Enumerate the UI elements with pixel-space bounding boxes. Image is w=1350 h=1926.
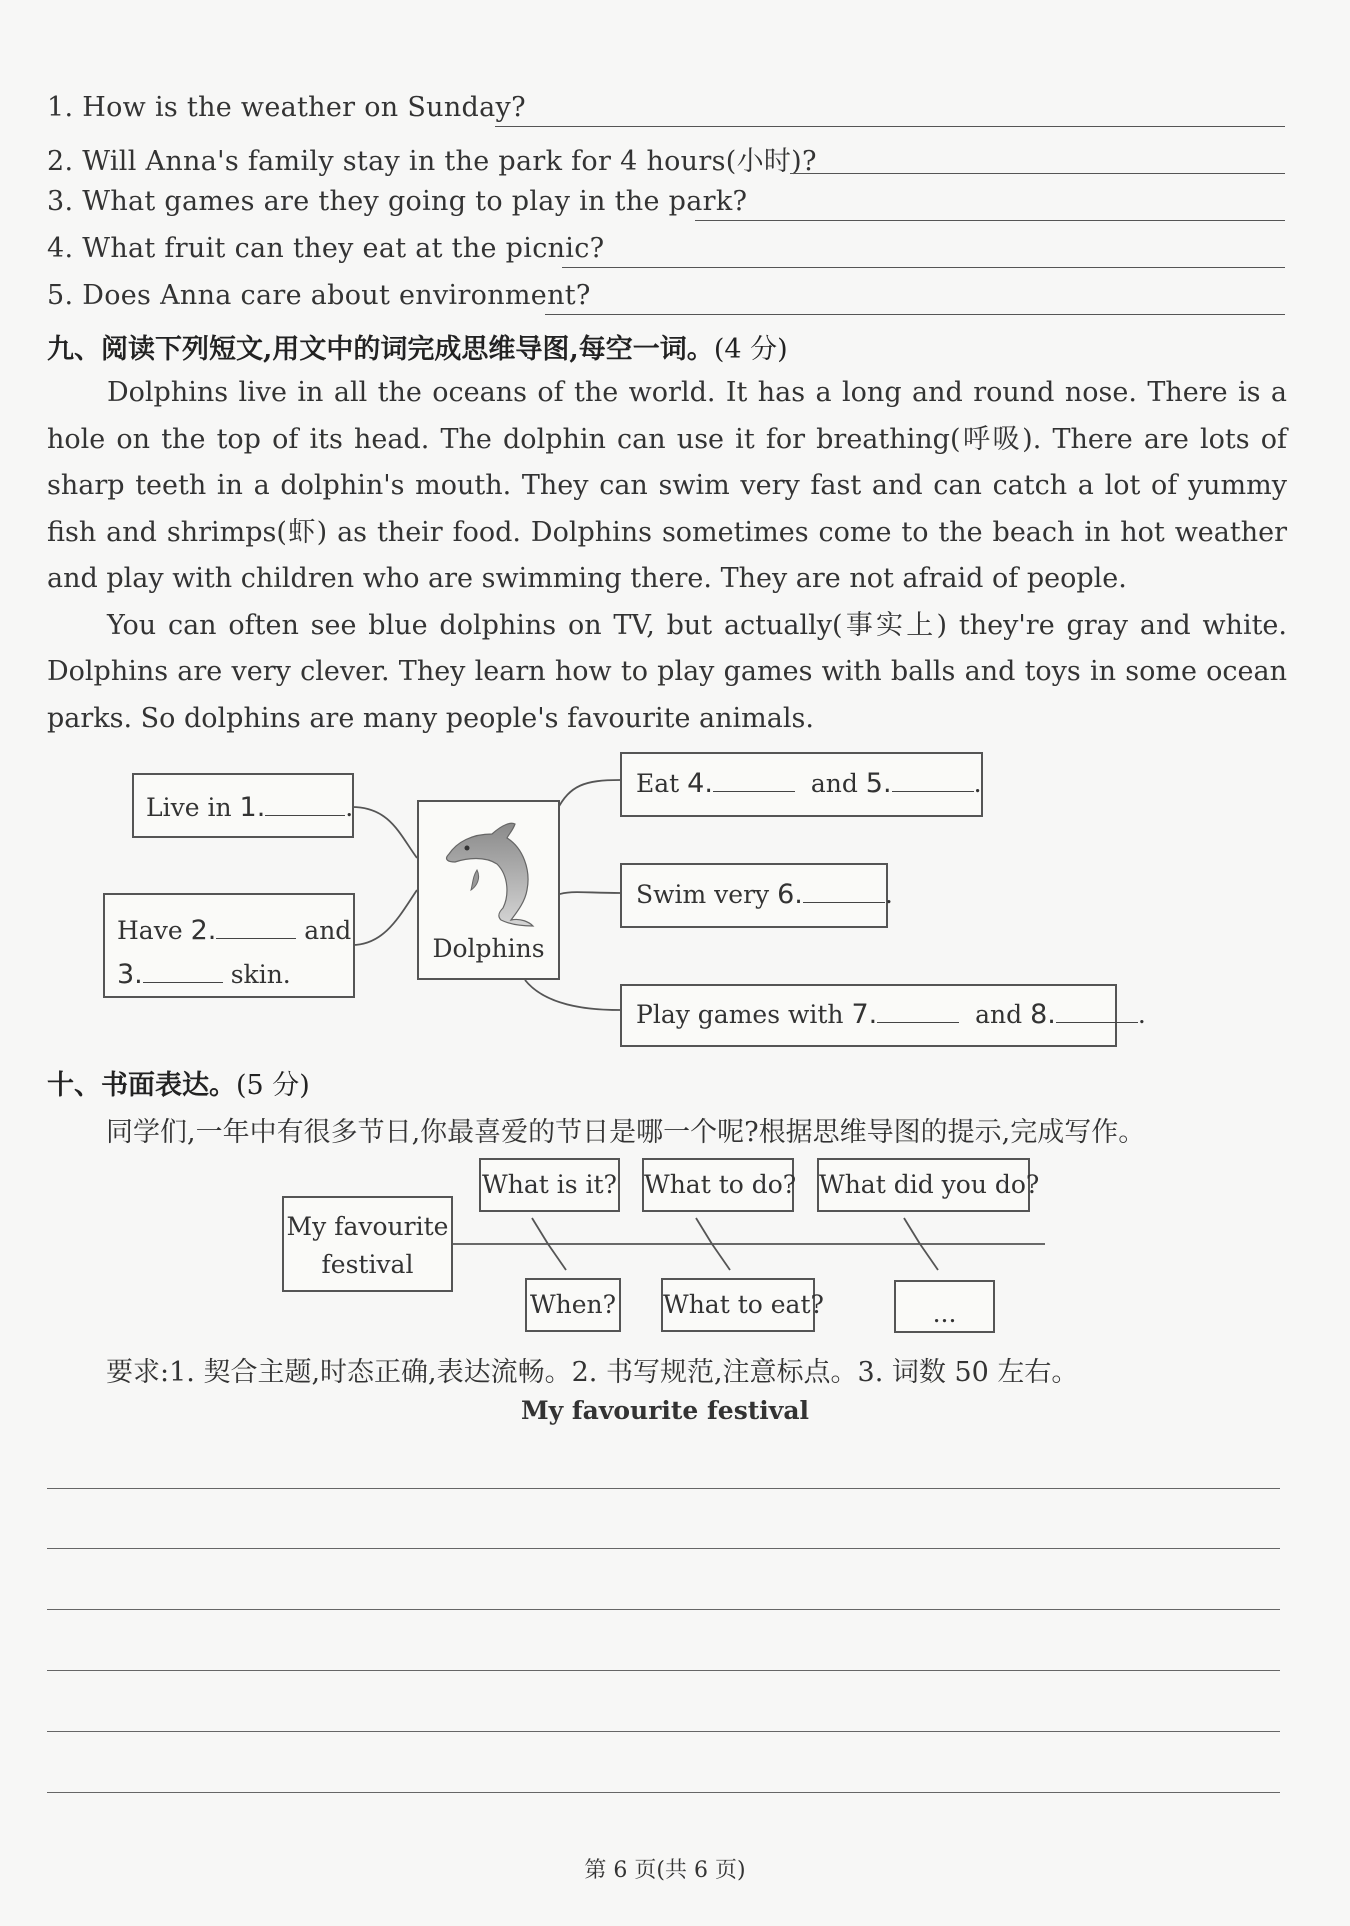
answer-line-5[interactable] xyxy=(545,314,1285,315)
section-10-heading: 十、书面表达。(5 分) xyxy=(47,1070,310,1101)
passage-paragraph-1: Dolphins live in all the oceans of the world. It has a long and round nose. There is a hole on the top of its head. The dolphin can use it for breathing(呼吸). There are lots of sharp teeth in a dolphin's mouth. They can swim very fast and can catch a lot of yummy fish and shrimps(虾) as their food. Dolphins sometimes come to the beach in hot weather and play with children who are swimming there. They are not afraid of people. xyxy=(47,377,1287,594)
writing-line[interactable] xyxy=(47,1792,1280,1793)
writing-line[interactable] xyxy=(47,1670,1280,1671)
blank-4[interactable] xyxy=(713,767,795,792)
blank-5[interactable] xyxy=(892,767,974,792)
fishbone-what-to-eat: What to eat? xyxy=(661,1278,815,1332)
passage-paragraph-2: You can often see blue dolphins on TV, but actually(事实上) they're gray and white. Dolphins are very clever. They learn how to play games with balls and toys in some ocean parks. So dolphins are many people's favourite animals. xyxy=(47,609,1287,734)
answer-line-1[interactable] xyxy=(495,126,1285,127)
page-footer: 第 6 页(共 6 页) xyxy=(584,1858,746,1883)
blank-2[interactable] xyxy=(216,914,296,939)
question-2: 2. Will Anna's family stay in the park for 4 hours(小时)? xyxy=(47,146,817,177)
reading-passage xyxy=(47,370,1287,742)
blank-3[interactable] xyxy=(143,958,223,983)
question-1: 1. How is the weather on Sunday? xyxy=(47,92,526,123)
section-9-heading: 九、阅读下列短文,用文中的词完成思维导图,每空一词。(4 分) xyxy=(47,334,788,365)
question-3: 3. What games are they going to play in the park? xyxy=(47,186,748,217)
fishbone-what-did-you-do: What did you do? xyxy=(817,1158,1030,1212)
map-center-label: Dolphins xyxy=(432,934,545,963)
map-node-have: Have 2. and 3. skin. xyxy=(103,893,355,998)
answer-line-3[interactable] xyxy=(695,220,1285,221)
map-node-eat: Eat 4. and 5. . xyxy=(620,752,983,817)
essay-title: My favourite festival xyxy=(520,1396,810,1425)
blank-8[interactable] xyxy=(1056,998,1138,1023)
writing-requirements: 要求:1. 契合主题,时态正确,表达流畅。2. 书写规范,注意标点。3. 词数 50 左右。 xyxy=(106,1357,1079,1388)
map-node-play: Play games with 7. and 8. . xyxy=(620,984,1117,1047)
writing-line[interactable] xyxy=(47,1488,1280,1489)
answer-line-2[interactable] xyxy=(790,173,1285,174)
writing-line[interactable] xyxy=(47,1731,1280,1732)
fishbone-when: When? xyxy=(525,1278,621,1332)
writing-line[interactable] xyxy=(47,1548,1280,1549)
fishbone-more: ... xyxy=(894,1280,995,1333)
map-node-swim: Swim very 6. . xyxy=(620,863,888,928)
writing-line[interactable] xyxy=(47,1609,1280,1610)
map-node-live: Live in 1. . xyxy=(132,773,354,838)
answer-line-4[interactable] xyxy=(562,267,1285,268)
fishbone-what-to-do: What to do? xyxy=(642,1158,794,1212)
map-center-node xyxy=(417,800,560,980)
question-5: 5. Does Anna care about environment? xyxy=(47,280,591,311)
dolphin-image xyxy=(437,812,542,927)
fishbone-what-is-it: What is it? xyxy=(479,1158,620,1212)
writing-prompt: 同学们,一年中有很多节日,你最喜爱的节日是哪一个呢?根据思维导图的提示,完成写作。 xyxy=(106,1117,1146,1148)
blank-6[interactable] xyxy=(803,878,885,903)
fishbone-head: My favourite festival xyxy=(282,1196,453,1292)
blank-7[interactable] xyxy=(877,998,959,1023)
question-4: 4. What fruit can they eat at the picnic? xyxy=(47,233,605,264)
blank-1[interactable] xyxy=(265,791,345,816)
